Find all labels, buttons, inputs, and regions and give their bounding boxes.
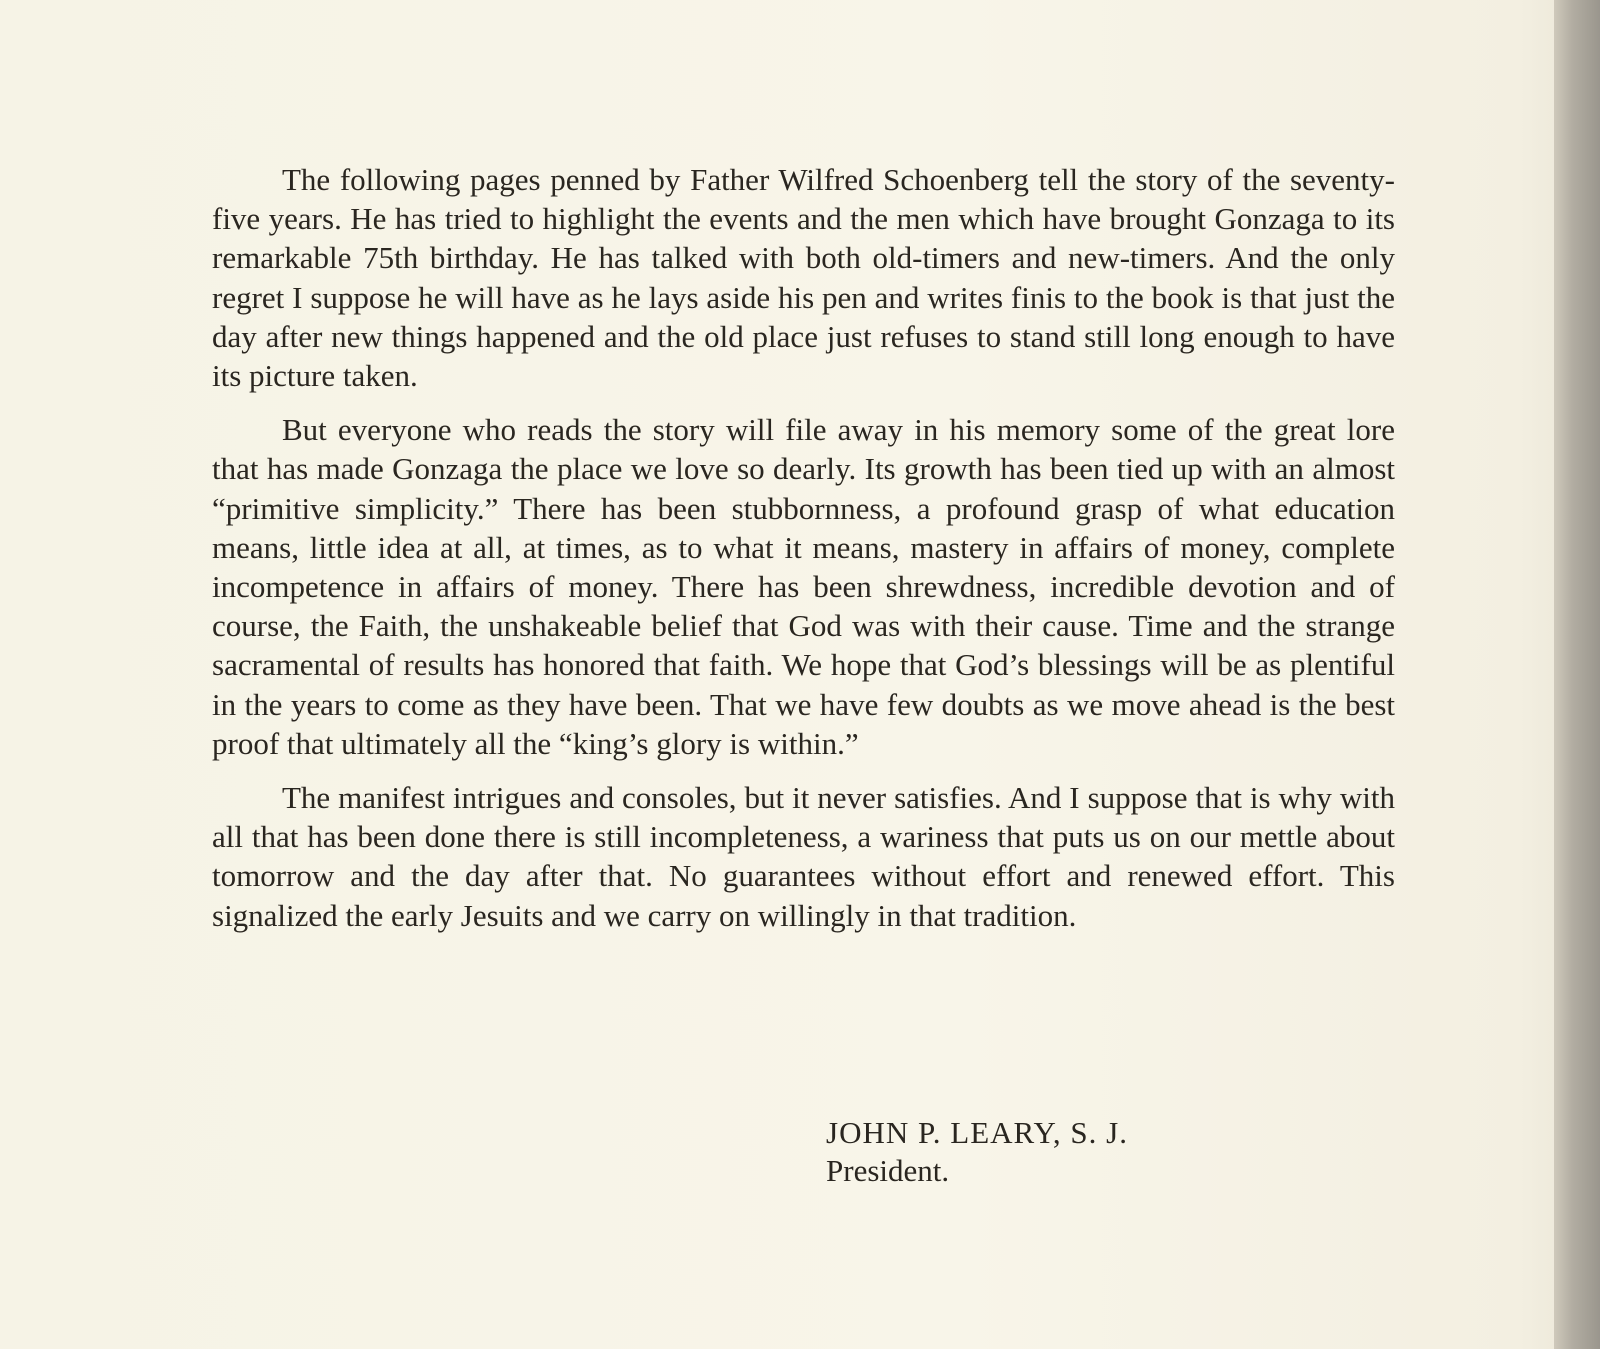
page-edge-shadow: [1554, 0, 1600, 1349]
signature-block: [826, 1114, 1128, 1190]
signature-name: JOHN P. LEARY, S. J.: [826, 1115, 1128, 1150]
letter-body: [212, 160, 1395, 950]
signature-title: President.: [826, 1153, 950, 1188]
paragraph-3: The manifest intrigues and consoles, but it never satisfies. And I suppose that is why with all that has been done there is still incompleteness, a wariness that puts us on our mettle about tomorrow and the day after that. No guarantees without effort and renewed effort. This signalized the early Jesuits and we carry on willingly in that tradition.: [212, 780, 1395, 933]
paragraph-1: The following pages penned by Father Wilfred Schoenberg tell the story of the seventy-five years. He has tried to highlight the events and the men which have brought Gonzaga to its remarkable 75th birthday. He has talked with both old-timers and new-timers. And the only regret I suppose he will have as he lays aside his pen and writes finis to the book is that just the day after new things happened and the old place just refuses to stand still long enough to have its picture taken.: [212, 162, 1395, 394]
paragraph-2: But everyone who reads the story will file away in his memory some of the great lore that has made Gonzaga the place we love so dearly. Its growth has been tied up with an almost “primitive simplicity.” There has been stubbornness, a profound grasp of what education means, little idea at all, at times, as to what it means, mastery in affairs of money, complete incompetence in affairs of money. There has been shrewdness, incredible devotion and of course, the Faith, the unshakeable belief that God was with their cause. Time and the strange sacramental of results has honored that faith. We hope that God’s blessings will be as plentiful in the years to come as they have been. That we have few doubts as we move ahead is the best proof that ultimately all the “king’s glory is within.”: [212, 412, 1395, 761]
